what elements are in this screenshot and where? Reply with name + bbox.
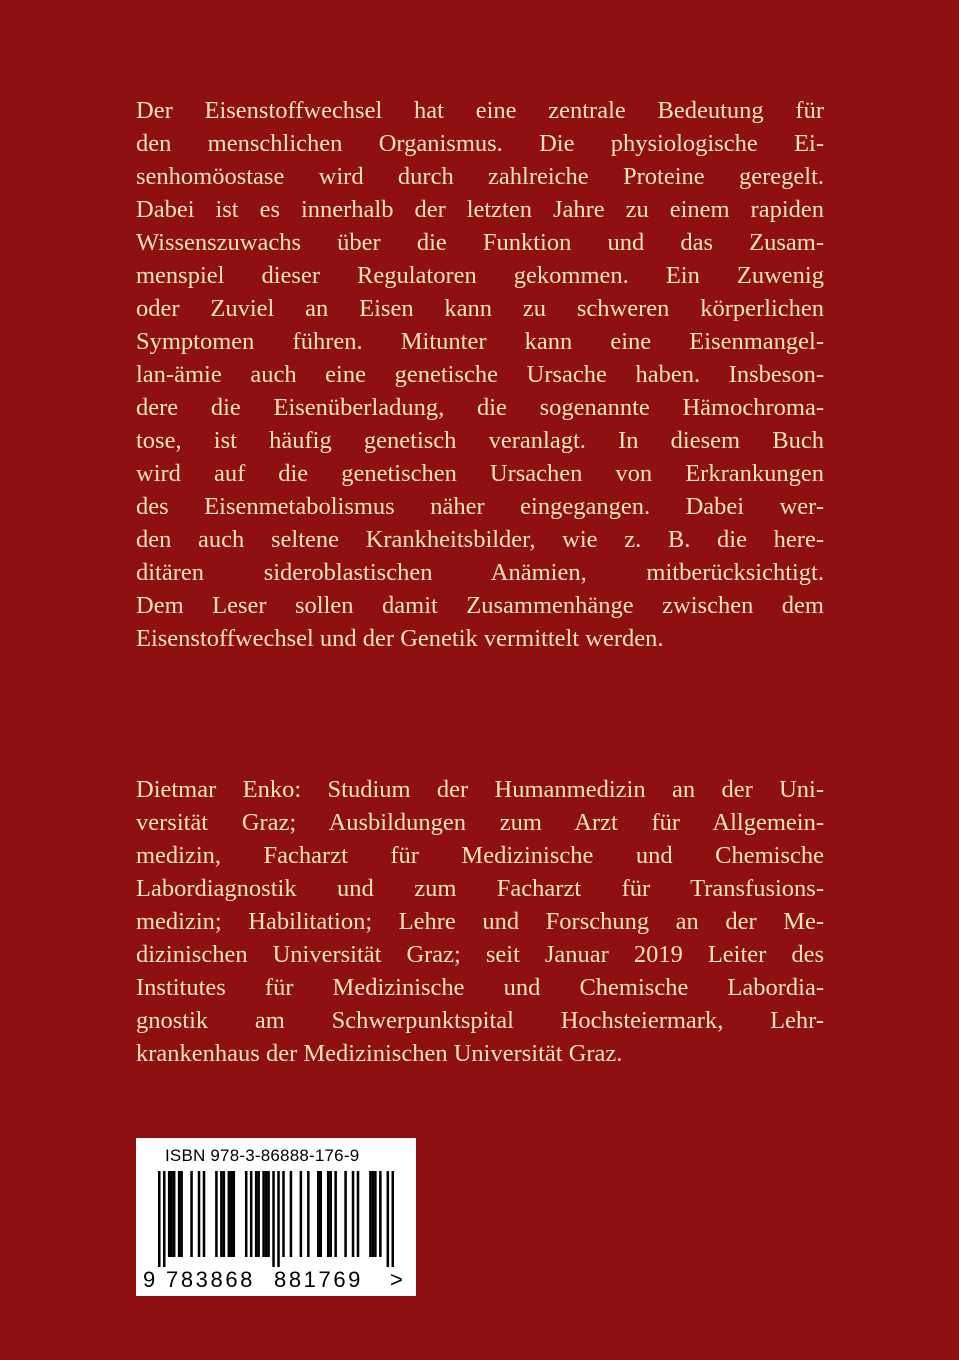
barcode-bar — [267, 1171, 270, 1257]
barcode-bar — [369, 1171, 372, 1257]
barcode-bar — [307, 1171, 310, 1257]
blurb-line: lan-ämie auch eine genetische Ursache haben. Insbeson- — [136, 361, 824, 388]
barcode-digit-first: 9 — [143, 1267, 156, 1292]
barcode-bar — [282, 1171, 285, 1257]
barcode-bar — [180, 1171, 183, 1257]
barcode-bar — [245, 1171, 248, 1257]
bio-line: Labordiagnostik und zum Facharzt für Transfusions- — [136, 875, 824, 902]
barcode-bar — [230, 1171, 233, 1257]
blurb-paragraph — [136, 94, 824, 655]
barcode-digits — [136, 1267, 416, 1293]
barcode-bar — [190, 1171, 193, 1257]
barcode-bar — [352, 1171, 355, 1257]
barcode-bar — [344, 1171, 347, 1257]
author-bio-paragraph — [136, 773, 824, 1070]
blurb-line: den auch seltene Krankheitsbilder, wie z. B. die here- — [136, 526, 824, 553]
blurb-line: menspiel dieser Regulatoren gekommen. Ein Zuwenig — [136, 262, 824, 289]
barcode-bar — [220, 1171, 223, 1257]
barcode-guard-bar — [272, 1171, 275, 1267]
blurb-line: tose, ist häufig genetisch veranlagt. In diesem Buch — [136, 427, 824, 454]
barcode-digits-right: 881769 — [274, 1267, 364, 1292]
blurb-line: oder Zuviel an Eisen kann zu schweren körperlichen — [136, 295, 824, 322]
blurb-line: senhomöostase wird durch zahlreiche Proteine geregelt. — [136, 163, 824, 190]
blurb-line: Der Eisenstoffwechsel hat eine zentrale Bedeutung für — [136, 97, 824, 124]
blurb-line: wird auf die genetischen Ursachen von Erkrankungen — [136, 460, 824, 487]
barcode-bar — [215, 1171, 218, 1257]
barcode-bar — [198, 1171, 201, 1257]
barcode-bar — [372, 1171, 375, 1257]
blurb-line: Symptomen führen. Mitunter kann eine Eisenmangel- — [136, 328, 824, 355]
isbn-barcode-label — [136, 1138, 416, 1296]
bio-line: medizin, Facharzt für Medizinische und Chemische — [136, 842, 824, 869]
barcode-bar — [233, 1171, 236, 1257]
barcode-bar — [262, 1171, 265, 1257]
blurb-line: Dem Leser sollen damit Zusammenhänge zwischen dem — [136, 592, 824, 619]
barcode-bar — [327, 1171, 330, 1257]
blurb-line: Eisenstoffwechsel und der Genetik vermittelt werden. — [136, 625, 664, 652]
blurb-line: dere die Eisenüberladung, die sogenannte Hämochroma- — [136, 394, 824, 421]
barcode-bar — [329, 1171, 332, 1257]
barcode-bar — [203, 1171, 206, 1257]
blurb-line: Wissenszuwachs über die Funktion und das Zusam- — [136, 229, 824, 256]
bio-line: gnostik am Schwerpunktspital Hochsteiermark, Lehr- — [136, 1007, 824, 1034]
barcode-bars — [158, 1171, 394, 1267]
barcode-bar — [379, 1171, 382, 1257]
barcode-bar — [357, 1171, 360, 1257]
barcode-bar — [257, 1171, 260, 1257]
blurb-line: den menschlichen Organismus. Die physiologische Ei- — [136, 130, 824, 157]
barcode-bar — [317, 1171, 320, 1257]
barcode-bar — [178, 1171, 181, 1257]
isbn-number: ISBN 978-3-86888-176-9 — [165, 1146, 360, 1165]
barcode-bar — [374, 1171, 377, 1257]
bio-line: krankenhaus der Medizinischen Universität Graz. — [136, 1040, 623, 1067]
barcode-bar — [170, 1171, 173, 1257]
barcode-guard-bar — [158, 1171, 161, 1267]
barcode-bar — [250, 1171, 253, 1257]
bio-line: Dietmar Enko: Studium der Humanmedizin an der Uni- — [136, 776, 824, 803]
barcode-bar — [319, 1171, 322, 1257]
barcode-bar — [228, 1171, 231, 1257]
blurb-line: Dabei ist es innerhalb der letzten Jahre zu einem rapiden — [136, 196, 824, 223]
barcode-guard-bar — [277, 1171, 280, 1267]
barcode-bar — [334, 1171, 337, 1257]
barcode-bar — [223, 1171, 226, 1257]
barcode-bar — [290, 1171, 293, 1257]
barcode-bar — [173, 1171, 176, 1257]
barcode-bar — [300, 1171, 303, 1257]
barcode-bar — [255, 1171, 258, 1257]
bio-line: dizinischen Universität Graz; seit Januar 2019 Leiter des — [136, 941, 824, 968]
barcode-guard-bar — [387, 1171, 390, 1267]
barcode-digits-left: 783868 — [166, 1267, 256, 1292]
bio-line: Institutes für Medizinische und Chemische Labordia- — [136, 974, 824, 1001]
barcode-bar — [168, 1171, 171, 1257]
blurb-line: des Eisenmetabolismus näher eingegangen. Dabei wer- — [136, 493, 824, 520]
barcode-quiet-zone-mark: > — [390, 1267, 403, 1292]
barcode-guard-bar — [392, 1171, 394, 1267]
bio-line: medizin; Habilitation; Lehre und Forschung an der Me- — [136, 908, 824, 935]
barcode-guard-bar — [163, 1171, 166, 1267]
barcode-bar — [265, 1171, 268, 1257]
bio-line: versität Graz; Ausbildungen zum Arzt für Allgemein- — [136, 809, 824, 836]
blurb-line: ditären sideroblastischen Anämien, mitberücksichtigt. — [136, 559, 824, 586]
